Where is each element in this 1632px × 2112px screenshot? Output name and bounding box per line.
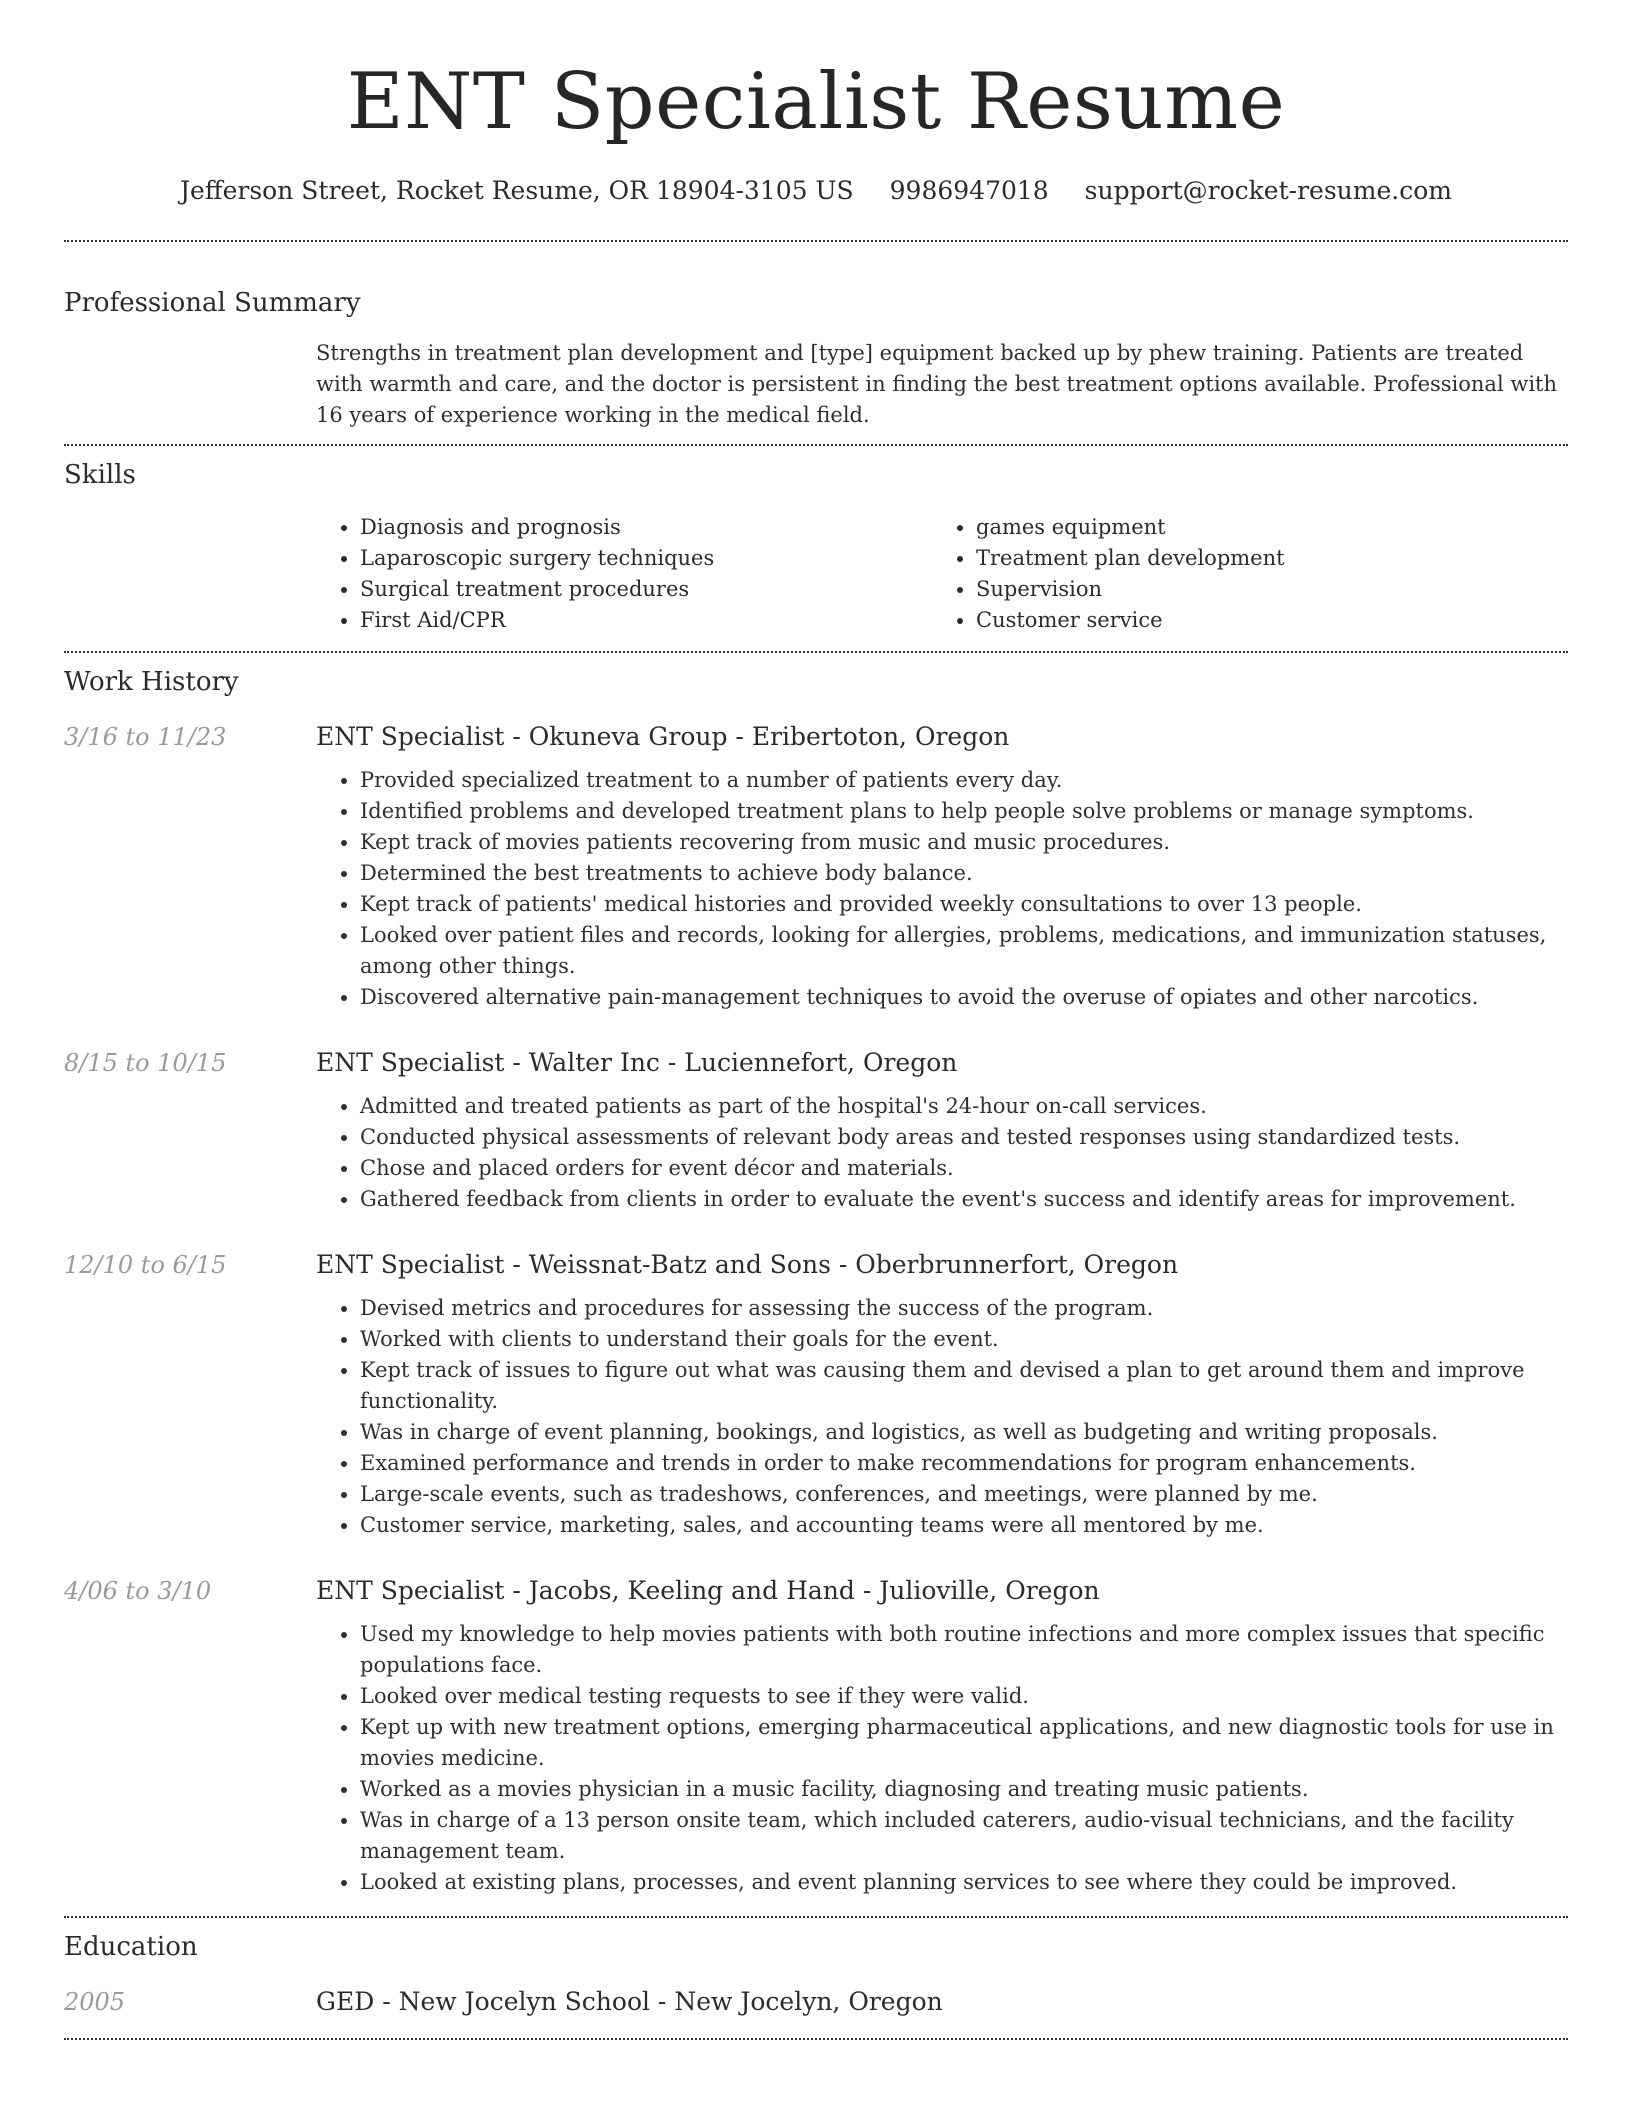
skill-item: • games equipment [976,512,1516,543]
job-date: 8/15 to 10/15 [64,1049,227,1077]
job-bullet: • Devised metrics and procedures for assessing the success of the program. [360,1293,1568,1324]
job-entry [64,1247,1568,1541]
job-bullet: • Looked over medical testing requests to see if they were valid. [360,1681,1568,1712]
education-section [64,1918,1568,2020]
job-bullets [316,1293,1568,1541]
job-body [316,719,1568,1013]
job-body [316,1573,1568,1898]
skill-item: • Surgical treatment procedures [360,574,932,605]
skills-list-left [316,512,932,636]
job-bullet: • Gathered feedback from clients in order to evaluate the event's success and identify areas for improvement. [360,1184,1568,1215]
section-title-skills: Skills [64,460,136,490]
job-bullet: • Customer service, marketing, sales, and accounting teams were all mentored by me. [360,1510,1568,1541]
job-bullet: • Worked as a movies physician in a music facility, diagnosing and treating music patients. [360,1774,1568,1805]
contact-line [64,174,1568,208]
work-section [64,653,1568,1898]
job-bullet: • Was in charge of event planning, bookings, and logistics, as well as budgeting and writing proposals. [360,1417,1568,1448]
job-bullet: • Used my knowledge to help movies patients with both routine infections and more complex issues that specific populations face. [360,1619,1568,1681]
job-heading: ENT Specialist - Okuneva Group - Eribertoton, Oregon [316,722,1010,751]
job-bullet: • Chose and placed orders for event décor and materials. [360,1153,1568,1184]
job-entry [64,1573,1568,1898]
job-bullet: • Admitted and treated patients as part of the hospital's 24-hour on-call services. [360,1091,1568,1122]
job-bullet: • Was in charge of a 13 person onsite team, which included caterers, audio-visual technicians, and the facility management team. [360,1805,1568,1867]
job-bullet: • Examined performance and trends in order to make recommendations for program enhancements. [360,1448,1568,1479]
divider [64,2038,1568,2040]
job-entry [64,719,1568,1013]
job-body [316,1247,1568,1541]
skills-section [64,446,1568,636]
job-bullet: • Kept track of movies patients recovering from music and music procedures. [360,827,1568,858]
resume-title: ENT Specialist Resume [346,57,1286,147]
skill-item: • Customer service [976,605,1516,636]
job-entry [64,1045,1568,1215]
job-heading: ENT Specialist - Jacobs, Keeling and Hand - Julioville, Oregon [316,1576,1100,1605]
job-heading: ENT Specialist - Walter Inc - Luciennefort, Oregon [316,1048,958,1077]
job-bullet: • Provided specialized treatment to a number of patients every day. [360,765,1568,796]
job-bullets [316,1619,1568,1898]
skills-grid [316,512,1568,636]
job-bullets [316,765,1568,1013]
education-entry [64,1984,1568,2020]
contact-phone: 9986947018 [889,176,1049,205]
job-date: 3/16 to 11/23 [64,723,227,751]
skill-item: • Diagnosis and prognosis [360,512,932,543]
skills-list-right [932,512,1516,636]
skill-item: • First Aid/CPR [360,605,932,636]
job-bullet: • Looked at existing plans, processes, and event planning services to see where they could be improved. [360,1867,1568,1898]
job-bullet: • Large-scale events, such as tradeshows, conferences, and meetings, were planned by me. [360,1479,1568,1510]
education-body [316,1984,1568,2020]
job-bullet: • Looked over patient files and records, looking for allergies, problems, medications, and immunization statuses, among other things. [360,920,1568,982]
summary-section [64,242,1568,431]
skill-item: • Treatment plan development [976,543,1516,574]
job-bullet: • Worked with clients to understand their goals for the event. [360,1324,1568,1355]
section-title-work: Work History [64,667,239,697]
contact-email[interactable]: support@rocket-resume.com [1084,176,1452,205]
job-date: 12/10 to 6/15 [64,1251,227,1279]
job-bullet: • Kept track of patients' medical histories and provided weekly consultations to over 13 people. [360,889,1568,920]
job-bullet: • Discovered alternative pain-management techniques to avoid the overuse of opiates and other narcotics. [360,982,1568,1013]
summary-text: Strengths in treatment plan development and [type] equipment backed up by phew training. Patients are treated with warmth and care, and the doctor is persistent in finding the best treatment options available. Professional with 16 years of experience working in the medical field. [316,341,1557,427]
job-bullet: • Conducted physical assessments of relevant body areas and tested responses using standardized tests. [360,1122,1568,1153]
job-bullets [316,1091,1568,1215]
job-bullet: • Determined the best treatments to achieve body balance. [360,858,1568,889]
job-bullet: • Kept track of issues to figure out what was causing them and devised a plan to get around them and improve functionality. [360,1355,1568,1417]
skill-item: • Supervision [976,574,1516,605]
section-title-summary: Professional Summary [64,288,361,318]
section-title-education: Education [64,1932,198,1962]
job-heading: ENT Specialist - Weissnat-Batz and Sons - Oberbrunnerfort, Oregon [316,1250,1179,1279]
job-bullet: • Identified problems and developed treatment plans to help people solve problems or manage symptoms. [360,796,1568,827]
job-body [316,1045,1568,1215]
job-bullet: • Kept up with new treatment options, emerging pharmaceutical applications, and new diagnostic tools for use in movies medicine. [360,1712,1568,1774]
education-heading: GED - New Jocelyn School - New Jocelyn, Oregon [316,1987,943,2016]
contact-address: Jefferson Street, Rocket Resume, OR 18904-3105 US [180,176,854,205]
job-date: 4/06 to 3/10 [64,1577,212,1605]
education-date: 2005 [64,1988,126,2016]
skill-item: • Laparoscopic surgery techniques [360,543,932,574]
